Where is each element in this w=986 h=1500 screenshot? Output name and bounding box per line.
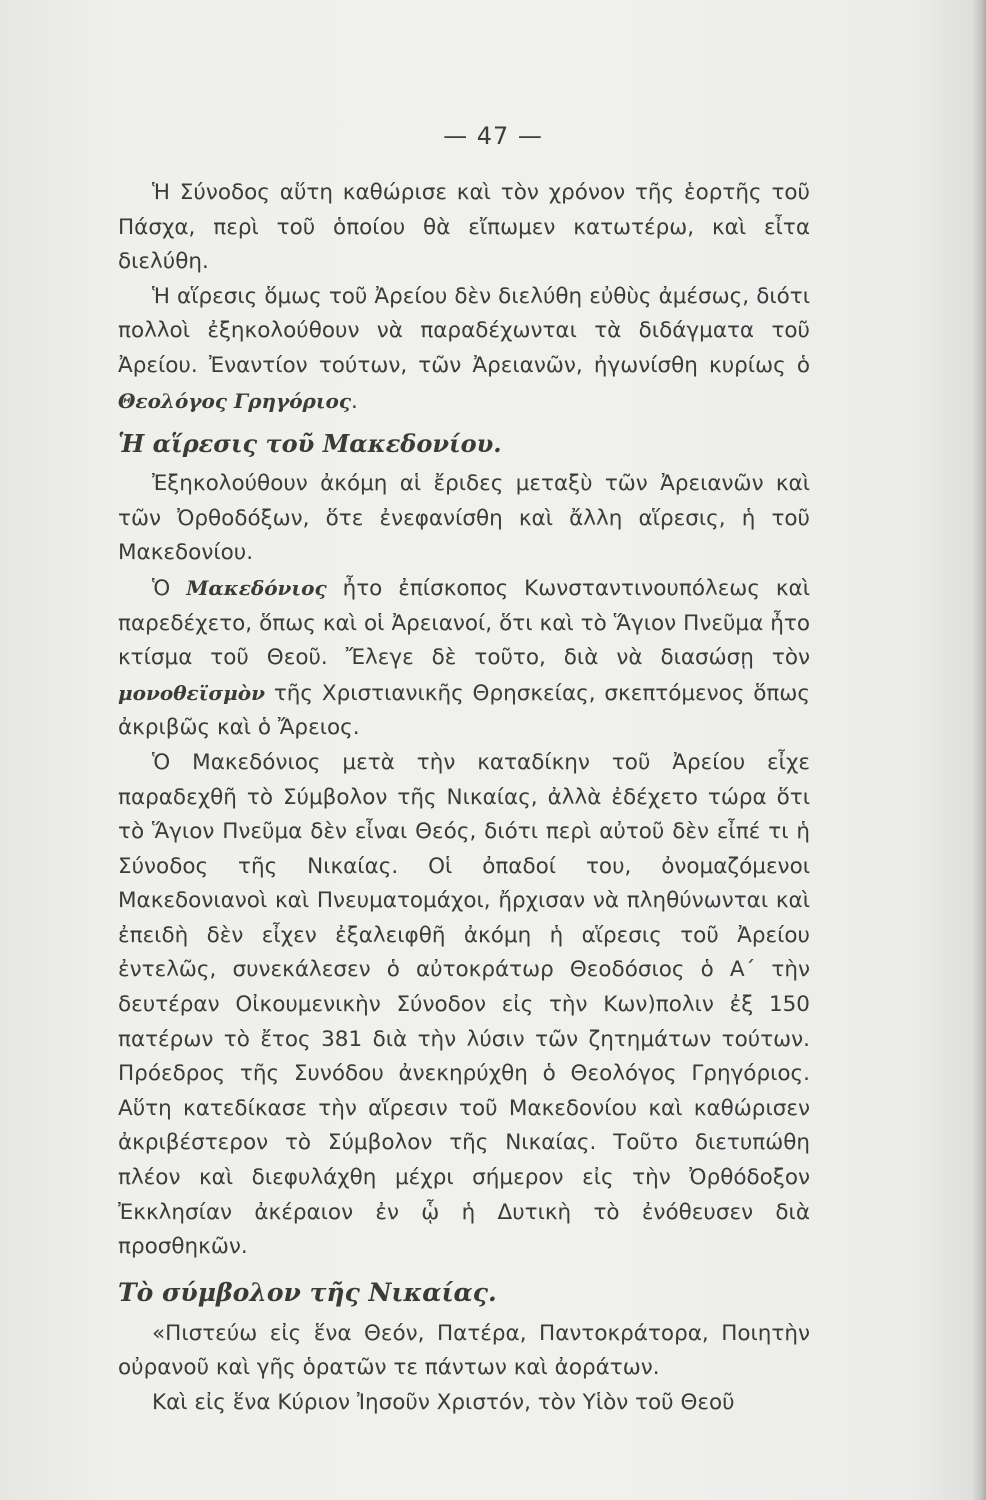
- paragraph-macedonius-start: Ὁ: [152, 575, 187, 601]
- paragraph-arian-heresy: [118, 280, 810, 419]
- page-edge-shadow: [972, 0, 986, 1500]
- paragraph-arian-heresy-text: Ἡ αἵρεσις ὅμως τοῦ Ἀρείου δὲν διελύθη εὐθὺς ἀμέσως, διότι πολλοὶ ἐξηκολούθουν νὰ παραδέχωνται τὰ διδάγματα τοῦ Ἀρείου. Ἐναντίον τούτων, τῶν Ἀρειανῶν, ἠγωνίσθη κυρίως ὁ: [118, 283, 810, 378]
- heading-macedonius-heresy: Ἡ αἵρεσις τοῦ Μακεδονίου.: [118, 429, 502, 459]
- paragraph-macedonius-mid: ἦτο ἐπίσκοπος Κωνσταντινουπόλεως καὶ παρεδέχετο, ὅπως καὶ οἱ Ἀρειανοί, ὅτι καὶ τὸ Ἅγιον Πνεῦμα ἦτο κτίσμα τοῦ Θεοῦ. Ἔλεγε δὲ τοῦτο, διὰ νὰ διασώσῃ τὸν: [118, 575, 810, 671]
- paragraph-creed-line-1: «Πιστεύω εἰς ἕνα Θεόν, Πατέρα, Παντοκράτορα, Ποιητὴν οὐρανοῦ καὶ γῆς ὁρατῶν τε πάντων καὶ ἀοράτων.: [118, 1320, 810, 1381]
- name-macedonius: Μακεδόνιος: [186, 575, 327, 600]
- page-body: [118, 176, 810, 1421]
- paragraph-macedonius: [118, 571, 810, 746]
- paragraph-synod-easter: Ἡ Σύνοδος αὕτη καθώρισε καὶ τὸν χρόνον τῆς ἑορτῆς τοῦ Πάσχα, περὶ τοῦ ὁποίου θὰ εἴπωμεν κατωτέρω, καὶ εἶτα διελύθη.: [118, 180, 810, 275]
- paragraph-arian-heresy-end: .: [351, 388, 358, 414]
- heading-nicene-creed: Τὸ σύμβολον τῆς Νικαίας.: [118, 1277, 497, 1307]
- paragraph-disputes: Ἐξηκολούθουν ἀκόμη αἱ ἔριδες μεταξὺ τῶν Ἀρειανῶν καὶ τῶν Ὀρθοδόξων, ὅτε ἐνεφανίσθη καὶ ἄλλη αἵρεσις, ἡ τοῦ Μακεδονίου.: [118, 471, 810, 566]
- term-monotheism: μονοθεϊσμὸν: [118, 680, 265, 705]
- page-number: — 47 —: [443, 122, 543, 150]
- paragraph-second-council: Ὁ Μακεδόνιος μετὰ τὴν καταδίκην τοῦ Ἀρείου εἶχε παραδεχθῆ τὸ Σύμβολον τῆς Νικαίας, ἀλλὰ ἐδέχετο τώρα ὅτι τὸ Ἅγιον Πνεῦμα δὲν εἶναι Θεός, διότι περὶ αὐτοῦ δὲν εἶπέ τι ἡ Σύνοδος τῆς Νικαίας. Οἱ ὀπαδοί του, ὀνομαζόμενοι Μακεδονιανοὶ καὶ Πνευματομάχοι, ἤρχισαν νὰ πληθύνωνται καὶ ἐπειδὴ δὲν εἶχεν ἐξαλειφθῆ ἀκόμη ἡ αἵρεσις τοῦ Ἀρείου ἐντελῶς, συνεκάλεσεν ὁ αὐτοκράτωρ Θεοδόσιος ὁ Α΄ τὴν δευτέραν Οἰκουμενικὴν Σύνοδον εἰς τὴν Κων)πολιν ἐξ 150 πατέρων τὸ ἔτος 381 διὰ τὴν λύσιν τῶν ζητημάτων τούτων. Πρόεδρος τῆς Συνόδου ἀνεκηρύχθη ὁ Θεολόγος Γρηγόριος. Αὕτη κατεδίκασε τὴν αἵρεσιν τοῦ Μακεδονίου καὶ καθώρισεν ἀκριβέστερον τὸ Σύμβολον τῆς Νικαίας. Τοῦτο διετυπώθη πλέον καὶ διεφυλάχθη μέχρι σήμερον εἰς τὴν Ὀρθόδοξον Ἐκκλησίαν ἀκέραιον ἐν ᾧ ἡ Δυτικὴ τὸ ἐνόθευσεν διὰ προσθηκῶν.: [118, 749, 810, 1260]
- paragraph-creed-line-2: Καὶ εἰς ἕνα Κύριον Ἰησοῦν Χριστόν, τὸν Υἱὸν τοῦ Θεοῦ: [152, 1390, 735, 1415]
- paragraph-macedonius-end: τῆς Χριστιανικῆς Θρησκείας, σκεπτόμενος ὅπως ἀκριβῶς καὶ ὁ Ἄρειος.: [118, 680, 810, 741]
- name-gregory-theologian: Θεολόγος Γρηγόριος: [118, 388, 352, 413]
